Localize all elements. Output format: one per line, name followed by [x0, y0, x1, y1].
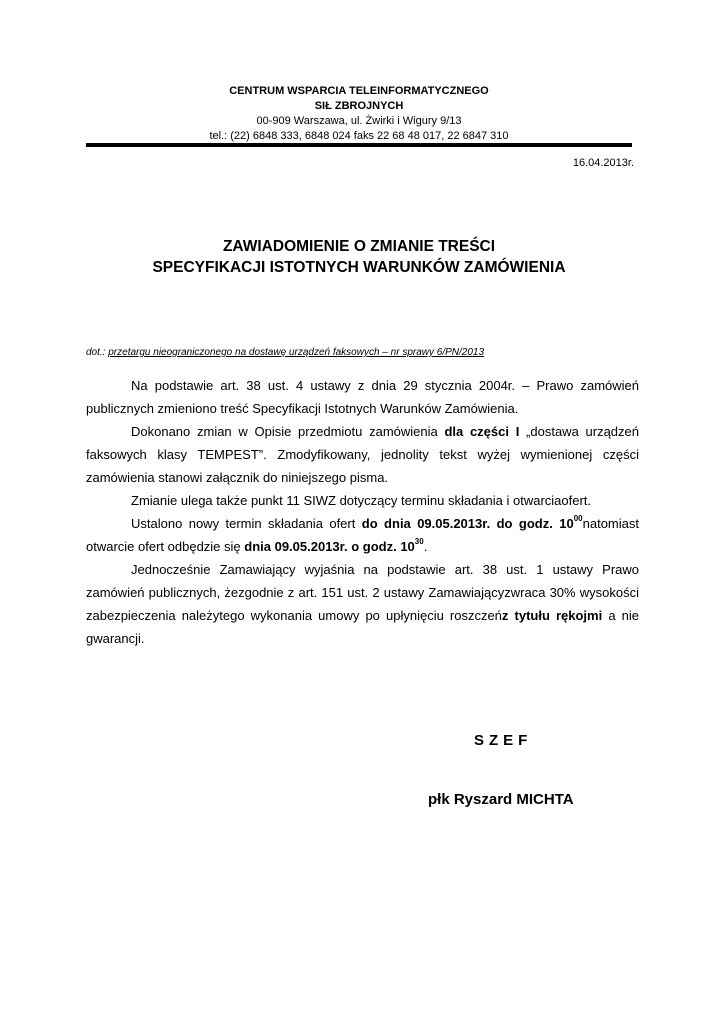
- header-divider: [86, 143, 632, 147]
- paragraph-5: [86, 558, 639, 650]
- paragraph-4-deadline-minutes: 00: [573, 514, 583, 523]
- document-date: 16.04.2013r.: [572, 157, 634, 169]
- document-title-line-1: ZAWIADOMIENIE O ZMIANIE TREŚCI: [222, 238, 496, 255]
- paragraph-2-text-a: Dokonano zmian w Opisie przedmiotu zamówienia: [131, 424, 445, 439]
- paragraph-4-text-c: .: [423, 539, 428, 554]
- letterhead: [86, 84, 632, 144]
- letterhead-org-name-2: SIŁ ZBROJNYCH: [314, 100, 404, 112]
- paragraph-4-text-a: Ustalono nowy termin składania ofert: [131, 516, 362, 531]
- paragraph-2-text-b: „dostawa urządzeń faksowych klasy TEMPEST”. Zmodyfikowany, jednolity tekst wyżej wymienionej części zamówienia stanowi załącznik do niniejszego pisma.: [86, 424, 639, 485]
- paragraph-4-opening-minutes: 30: [414, 537, 424, 546]
- paragraph-2: [86, 420, 639, 489]
- paragraph-2-bold: dla części I: [444, 424, 520, 439]
- paragraph-1: Na podstawie art. 38 ust. 4 ustawy z dnia 29 stycznia 2004r. – Prawo zamówień publicznych zmieniono treść Specyfikacji Istotnych Warunków Zamówienia.: [86, 378, 639, 416]
- subject-reference: [86, 347, 484, 358]
- paragraph-5-text-b: a nie gwarancji.: [86, 608, 639, 646]
- paragraph-5-bold: z tytułu rękojmi: [501, 608, 603, 623]
- paragraph-5-text-a: Jednocześnie Zamawiający wyjaśnia na podstawie art. 38 ust. 1 ustawy Prawo zamówień publicznych, żezgodnie z art. 151 ust. 2 ustawy Zamawiającyzwraca 30% wysokości zabezpieczenia należytego wykonania umowy po upłynięciu roszczeń: [86, 562, 639, 623]
- document-title-line-2: SPECYFIKACJI ISTOTNYCH WARUNKÓW ZAMÓWIENIA: [152, 259, 566, 276]
- document-title: [86, 236, 632, 278]
- paragraph-4-text-b: natomiast otwarcie ofert odbędzie się: [86, 516, 639, 554]
- paragraph-3: Zmianie ulega także punkt 11 SIWZ dotyczący terminu składania i otwarciaofert.: [131, 493, 592, 508]
- subject-prefix: dot.:: [86, 347, 109, 358]
- paragraph-4-opening: dnia 09.05.2013r. o godz. 10: [244, 539, 415, 554]
- letterhead-address: 00-909 Warszawa, ul. Żwirki i Wigury 9/13: [256, 115, 462, 127]
- signature-role: SZEF: [474, 732, 533, 749]
- letterhead-org-name: CENTRUM WSPARCIA TELEINFORMATYCZNEGO: [229, 85, 489, 97]
- paragraph-4-deadline: do dnia 09.05.2013r. do godz. 10: [361, 516, 574, 531]
- subject-text: przetargu nieograniczonego na dostawę urządzeń faksowych – nr sprawy 6/PN/2013: [108, 347, 485, 358]
- paragraph-4: [86, 512, 639, 558]
- letterhead-contact: tel.: (22) 6848 333, 6848 024 faks 22 68 48 017, 22 6847 310: [209, 130, 509, 142]
- signature-name: płk Ryszard MICHTA: [428, 791, 574, 808]
- letter-body: [86, 374, 639, 650]
